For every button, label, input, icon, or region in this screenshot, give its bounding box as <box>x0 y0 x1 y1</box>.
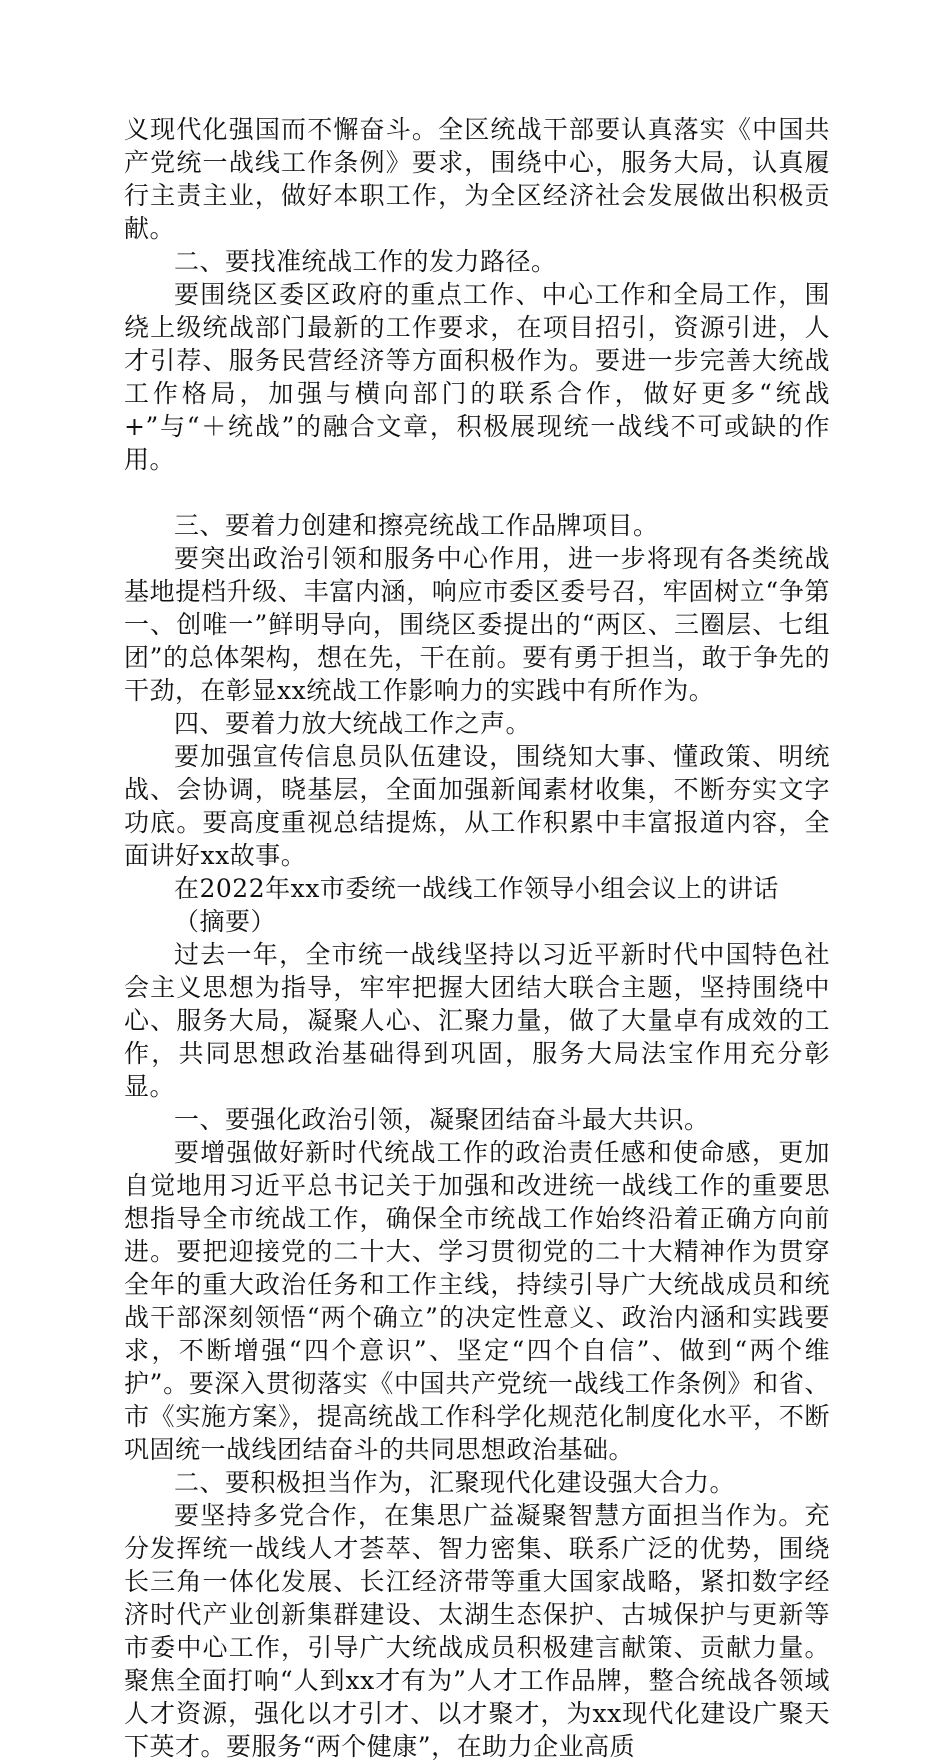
paragraph: 要突出政治引领和服务中心作用，进一步将现有各类统战基地提档升级、丰富内涵，响应市委区委号召，牢固树立“争第一、创唯一”鲜明导向，围绕区委提出的“两区、三圈层、七组团”的总体架构，想在先，干在前。要有勇于担当，敢于争先的干劲，在彰显xx统战工作影响力的实践中有所作为。 <box>124 544 830 705</box>
document-body <box>124 113 830 1763</box>
paragraph: 要增强做好新时代统战工作的政治责任感和使命感，更加自觉地用习近平总书记关于加强和改进统一战线工作的重要思想指导全市统战工作，确保全市统战工作始终沿着正确方向前进。要把迎接党的二十大、学习贯彻党的二十大精神作为贯穿全年的重大政治任务和工作主线，持续引导广大统战成员和统战干部深刻领悟“两个确立”的决定性意义、政治内涵和实践要求，不断增强“四个意识”、坚定“四个自信”、做到“两个维护”。要深入贯彻落实《中国共产党统一战线工作条例》和省、市《实施方案》，提高统战工作科学化规范化制度化水平，不断巩固统一战线团结奋斗的共同思想政治基础。 <box>124 1138 830 1464</box>
paragraph: 要坚持多党合作，在集思广益凝聚智慧方面担当作为。充分发挥统一战线人才荟萃、智力密集、联系广泛的优势，围绕长三角一体化发展、长江经济带等重大国家战略，紧扣数字经济时代产业创新集群建设、太湖生态保护、古城保护与更新等市委中心工作，引导广大统战成员积极建言献策、贡献力量。聚焦全面打响“人到xx才有为”人才工作品牌，整合统战各领域人才资源，强化以才引才、以才聚才，为xx现代化建设广聚天下英才。要服务“两个健康”，在助力企业高质 <box>124 1501 830 1761</box>
paragraph-continuation: 义现代化强国而不懈奋斗。全区统战干部要认真落实《中国共产党统一战线工作条例》要求，围绕中心，服务大局，认真履行主责主业，做好本职工作，为全区经济社会发展做出积极贡献。 <box>124 115 830 243</box>
section-heading-1: 一、要强化政治引领，凝聚团结奋斗最大共识。 <box>174 1105 710 1134</box>
section-heading-4: 四、要着力放大统战工作之声。 <box>174 709 532 738</box>
paragraph: 要围绕区委区政府的重点工作、中心工作和全局工作，围绕上级统战部门最新的工作要求，在项目招引，资源引进，人才引荐、服务民营经济等方面积极作为。要进一步完善大统战工作格局，加强与横向部门的联系合作，做好更多“统战+”与“＋统战”的融合文章，积极展现统一战线不可或缺的作用。 <box>124 280 830 474</box>
paragraph: 要加强宣传信息员队伍建设，围绕知大事、懂政策、明统战、会协调，晓基层，全面加强新闻素材收集，不断夯实文字功底。要高度重视总结提炼，从工作积累中丰富报道内容，全面讲好xx故事。 <box>124 742 830 870</box>
section-heading-3: 三、要着力创建和擦亮统战工作品牌项目。 <box>174 511 659 540</box>
speech-title: 在2022年xx市委统一战线工作领导小组会议上的讲话 <box>174 874 779 903</box>
speech-subtitle: （摘要） <box>174 907 277 936</box>
blank-line <box>124 476 830 509</box>
section-heading-2: 二、要找准统战工作的发力路径。 <box>174 247 557 276</box>
paragraph: 过去一年，全市统一战线坚持以习近平新时代中国特色社会主义思想为指导，牢牢把握大团结大联合主题，坚持围绕中心、服务大局，凝聚人心、汇聚力量，做了大量卓有成效的工作，共同思想政治基础得到巩固，服务大局法宝作用充分彰显。 <box>124 940 830 1101</box>
section-heading-2b: 二、要积极担当作为，汇聚现代化建设强大合力。 <box>174 1468 736 1497</box>
